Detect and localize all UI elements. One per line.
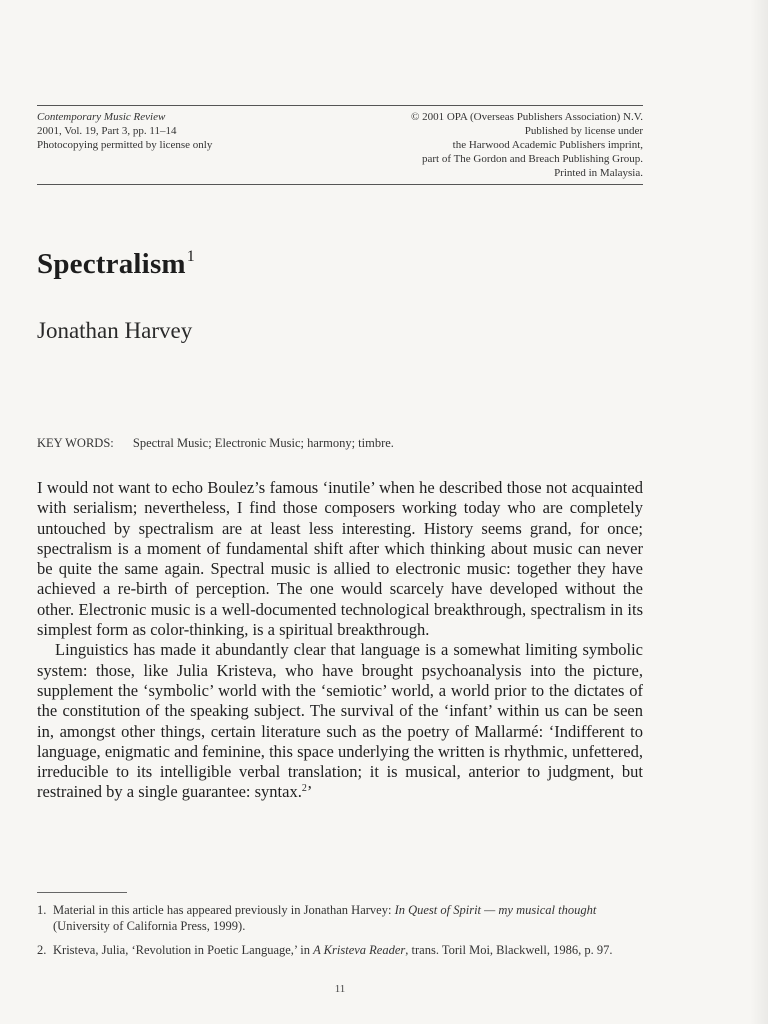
footnote-1: [37, 902, 643, 934]
body-paragraph-1: I would not want to echo Boulez’s famous ‘inutile’ when he described those not acquainted with serialism; nevertheless, I find those composers working today who are completely untouched by spectralism are at least less interesting. History seems grand, for once; spectralism is a moment of fundamental shift after which thinking about music can never be quite the same again. Spectral music is allied to electronic music: together they have achieved a re-birth of perception. The one would scarcely have developed without the other. Electronic music is a well-documented technological breakthrough, spectralism in its simplest form as color-thinking, is a spiritual breakthrough.: [37, 478, 643, 640]
footnote-book-title: A Kristeva Reader: [313, 943, 406, 957]
footnote-number: 1.: [37, 903, 47, 917]
keywords-label: KEY WORDS:: [37, 436, 114, 450]
imprint-line: the Harwood Academic Publishers imprint,: [452, 139, 643, 151]
journal-citation: [37, 110, 212, 152]
body-paragraph-2-text: Linguistics has made it abundantly clear that language is a somewhat limiting symbolic system: those, like Julia Kristeva, who have brought psychoanalysis into the picture, supplement the ‘symbolic’ world with the ‘semiotic’ world, a world prior to the dictates of the constitution of the speaking subject. The survival of the ‘infant’ within us can be seen in, amongst other things, certain literature such as the poetry of Mallarmé: ‘Indifferent to language, enigmatic and feminine, this space underlying the written is rhythmic, unfettered, irreducible to its intelligible verbal translation; it is musical, anterior to judgment, but restrained by a single guarantee: syntax.: [37, 640, 643, 802]
keywords-line: [37, 436, 394, 451]
body-paragraph-2: [37, 640, 643, 802]
header-bottom-rule: [37, 184, 643, 185]
footnote-marker-2[interactable]: 2: [301, 783, 307, 795]
publisher-group-line: part of The Gordon and Breach Publishing Group.: [422, 153, 643, 165]
footnote-text: Material in this article has appeared previously in Jonathan Harvey:: [53, 903, 395, 917]
photocopy-note: Photocopying permitted by license only: [37, 139, 213, 151]
article-author: Jonathan Harvey: [37, 318, 193, 343]
footnote-number: 2.: [37, 943, 47, 957]
printed-in-line: Printed in Malaysia.: [554, 167, 643, 179]
journal-volume: 2001, Vol. 19, Part 3, pp. 11–14: [37, 125, 177, 137]
closing-quote: ’: [306, 782, 313, 802]
title-footnote-marker[interactable]: 1: [186, 248, 195, 265]
footnote-book-title: In Quest of Spirit — my musical thought: [394, 903, 597, 917]
header-top-rule: [37, 105, 643, 106]
keywords-value: Spectral Music; Electronic Music; harmony; timbre.: [132, 436, 394, 450]
article-title: [37, 248, 195, 281]
journal-name: Contemporary Music Review: [37, 111, 166, 123]
footnote-separator: [37, 892, 127, 893]
footnote-2: [37, 942, 643, 958]
footnote-text-tail: (University of California Press, 1999).: [53, 919, 246, 933]
article-title-text: Spectralism: [37, 248, 186, 280]
page-number: 11: [334, 983, 346, 995]
copyright-line: © 2001 OPA (Overseas Publishers Association) N.V.: [410, 111, 643, 123]
footnote-text-tail: , trans. Toril Moi, Blackwell, 1986, p. 97.: [405, 943, 613, 957]
article-body: [37, 478, 643, 803]
footnote-text: Kristeva, Julia, ‘Revolution in Poetic Language,’ in: [53, 943, 314, 957]
license-line: Published by license under: [524, 125, 643, 137]
page-edge-shadow: [750, 0, 768, 1024]
footnotes: [37, 902, 643, 966]
copyright-block: [411, 110, 643, 180]
